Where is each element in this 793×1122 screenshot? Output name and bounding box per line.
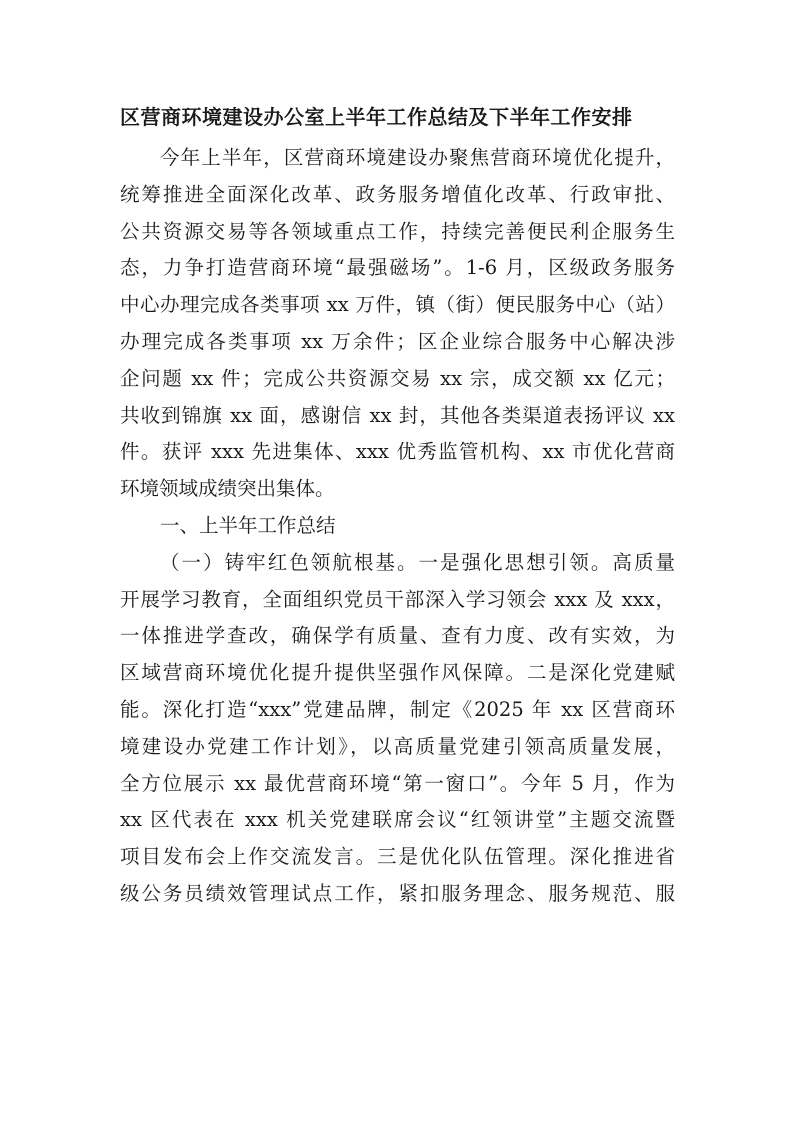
text-line: 全方位展示 xx 最优营商环境“第一窗口”。今年 5 月，作为 — [120, 771, 675, 795]
text-line: 一体推进学查改，确保学有质量、查有力度、改有实效，为 — [120, 624, 675, 648]
text-line: 境建设办党建工作计划》，以高质量党建引领高质量发展， — [120, 734, 675, 758]
text-line: 能。深化打造“xxx”党建品牌，制定《2025 年 xx 区营商环 — [120, 697, 675, 721]
text-line: 办理完成各类事项 xx 万余件；区企业综合服务中心解决涉 — [120, 329, 675, 353]
text-line: 中心办理完成各类事项 xx 万件，镇（街）便民服务中心（站） — [120, 293, 675, 317]
text-line: 区域营商环境优化提升提供坚强作风保障。二是深化党建赋 — [120, 661, 675, 685]
text-line: 级公务员绩效管理试点工作，紧扣服务理念、服务规范、服 — [120, 881, 675, 905]
text-line: 态，力争打造营商环境“最强磁场”。1-6 月，区级政务服务 — [120, 256, 675, 280]
text-line: 环境领域成绩突出集体。 — [120, 477, 335, 501]
text-line: 件。获评 xxx 先进集体、xxx 优秀监管机构、xx 市优化营商 — [120, 440, 675, 464]
text-line: 今年上半年，区营商环境建设办聚焦营商环境优化提升， — [160, 146, 675, 169]
text-line: 开展学习教育，全面组织党员干部深入学习领会 xxx 及 xxx， — [120, 587, 675, 611]
text-line: 项目发布会上作交流发言。三是优化队伍管理。深化推进省 — [120, 845, 675, 869]
text-line: 企问题 xx 件；完成公共资源交易 xx 宗，成交额 xx 亿元； — [120, 366, 675, 390]
text-line: 公共资源交易等各领域重点工作，持续完善便民利企服务生 — [120, 219, 675, 243]
text-line: 共收到锦旗 xx 面，感谢信 xx 封，其他各类渠道表扬评议 xx — [120, 403, 675, 427]
document-title: 区营商环境建设办公室上半年工作总结及下半年工作安排 — [120, 105, 633, 129]
document-body — [120, 140, 675, 913]
text-line: 统筹推进全面深化改革、政务服务增值化改革、行政审批、 — [120, 182, 675, 206]
text-line: 一、上半年工作总结 — [160, 513, 336, 537]
text-line: （一）铸牢红色领航根基。一是强化思想引领。高质量 — [160, 550, 675, 574]
text-line: xx 区代表在 xxx 机关党建联席会议“红领讲堂”主题交流暨 — [120, 808, 675, 832]
